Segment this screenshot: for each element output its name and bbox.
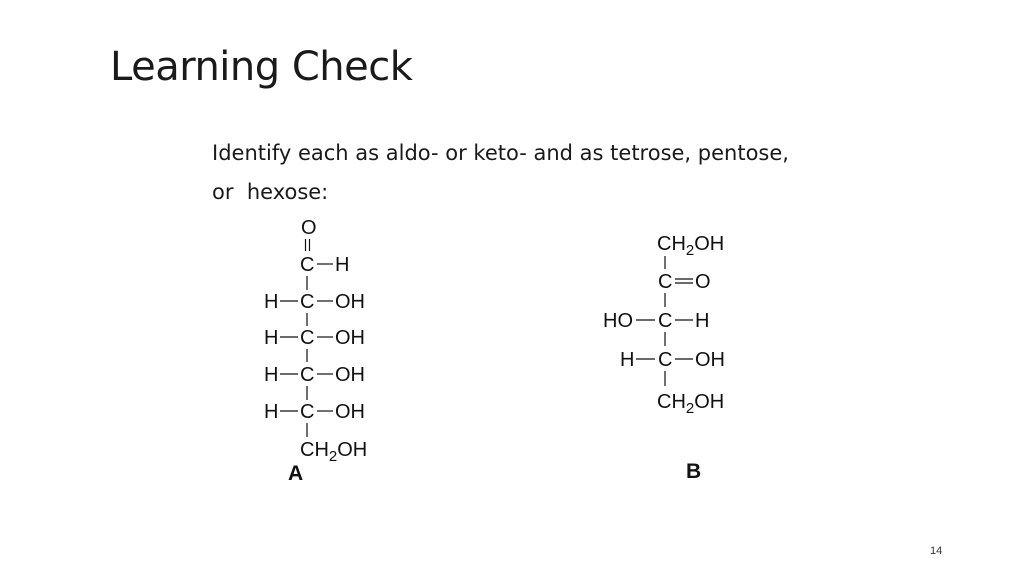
a-ch2oh: $CH_2OH$ <box>300 439 368 465</box>
a-c3-right: OH <box>335 327 365 349</box>
b-c3-carbon: C <box>658 310 673 332</box>
a-top-oxygen: O <box>301 217 317 239</box>
structure-b-label: B <box>686 460 702 483</box>
b-keto-oxygen: O <box>695 271 711 293</box>
prompt-line-1: Identify each as aldo- or keto- and as tetrose, pentose, <box>212 141 789 165</box>
structure-a-label: A <box>288 462 304 485</box>
b-c3-left: HO <box>603 310 633 332</box>
a-c3-left: H <box>264 327 279 349</box>
b-c4-carbon: C <box>658 349 673 371</box>
a-c4-right: OH <box>335 364 365 386</box>
a-c2-left: H <box>264 291 279 313</box>
b-c4-left: H <box>620 349 635 371</box>
a-c5-right: OH <box>335 401 365 423</box>
structure-a <box>264 217 367 485</box>
a-c5-carbon: C <box>300 401 315 423</box>
b-top-ch2oh: $CH_2OH$ <box>657 233 725 259</box>
page-number: 14 <box>930 545 943 557</box>
a-c2-carbon: C <box>300 291 315 313</box>
a-aldehyde-h: H <box>335 254 350 276</box>
structure-b <box>603 233 725 483</box>
a-c4-carbon: C <box>300 364 315 386</box>
a-c5-left: H <box>264 401 279 423</box>
slide-title: Learning Check <box>110 44 413 90</box>
a-c4-left: H <box>264 364 279 386</box>
b-c3-right: H <box>695 310 710 332</box>
b-bottom-ch2oh: $CH_2OH$ <box>657 391 725 417</box>
b-c4-right: OH <box>695 349 725 371</box>
b-c2-carbon: C <box>658 271 673 293</box>
a-c3-carbon: C <box>300 327 315 349</box>
a-c1-carbon: C <box>300 254 315 276</box>
a-c2-right: OH <box>335 291 365 313</box>
prompt-line-2: or hexose: <box>212 180 329 204</box>
